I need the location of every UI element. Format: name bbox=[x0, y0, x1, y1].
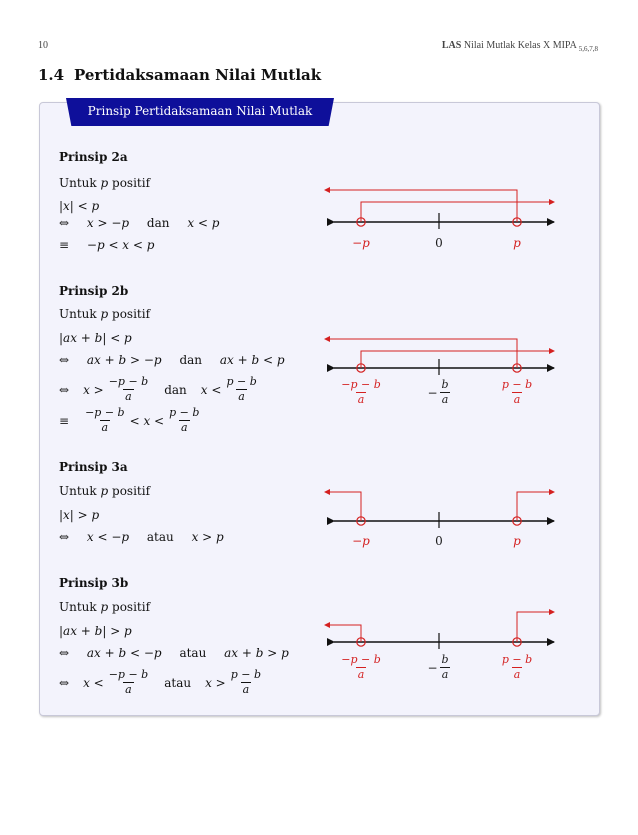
frac-num: −p − b bbox=[108, 375, 149, 388]
var-p: p bbox=[100, 307, 109, 321]
x-gt: x > bbox=[205, 675, 226, 690]
positif-text: positif bbox=[112, 484, 151, 498]
ineq-b: x < p bbox=[187, 216, 220, 230]
number-line-2b bbox=[325, 339, 554, 375]
prinsip-3a-title: Prinsip 3a bbox=[59, 460, 128, 474]
positif-text: positif bbox=[112, 307, 151, 321]
ineq-b: ax + b < p bbox=[219, 353, 285, 367]
label-2a-left: −p bbox=[352, 236, 370, 250]
label-2a-right: p bbox=[513, 236, 521, 250]
frac-num: p − b bbox=[226, 375, 257, 388]
x-between: < x < bbox=[129, 413, 165, 428]
interval-arrow-left bbox=[325, 492, 361, 521]
section-number: 1.4 bbox=[38, 66, 65, 84]
section-title: Pertidaksamaan Nilai Mutlak bbox=[74, 66, 322, 84]
running-title-text: Nilai Mutlak Kelas X MIPA bbox=[463, 40, 577, 51]
fraction bbox=[500, 653, 534, 682]
positif-text: positif bbox=[112, 176, 151, 190]
ineq-a: x < −p bbox=[86, 530, 130, 544]
running-title-bold: LAS bbox=[441, 40, 462, 51]
frac-den: a bbox=[101, 421, 109, 434]
banner-title: Prinsip Pertidaksamaan Nilai Mutlak bbox=[87, 104, 313, 118]
frac-den: a bbox=[513, 393, 521, 406]
number-line-3a bbox=[325, 492, 554, 528]
atau-text: atau bbox=[179, 646, 207, 660]
fraction bbox=[440, 378, 451, 407]
frac-den: a bbox=[441, 393, 449, 406]
iff-symbol: ⇔ bbox=[59, 382, 70, 397]
x-gt: x > bbox=[83, 382, 104, 397]
prinsip-2a-title: Prinsip 2a bbox=[59, 150, 128, 164]
var-p: p bbox=[100, 484, 109, 498]
atau-text: atau bbox=[146, 530, 174, 544]
frac-den: a bbox=[125, 390, 132, 403]
frac-num: −p − b bbox=[108, 668, 149, 681]
label-3a-right: p bbox=[513, 534, 521, 548]
frac-den: a bbox=[357, 668, 365, 681]
frac-num: −p − b bbox=[85, 406, 125, 419]
dan-text: dan bbox=[164, 382, 187, 397]
prinsip-3a-line1: |x| > p bbox=[59, 508, 100, 522]
untuk-text: Untuk bbox=[59, 600, 97, 614]
frac-num: p − b bbox=[501, 378, 533, 391]
interval-arrow-left bbox=[325, 190, 517, 222]
iff-symbol: ⇔ bbox=[59, 353, 70, 367]
var-p: p bbox=[100, 176, 109, 190]
dan-text: dan bbox=[179, 353, 203, 367]
frac-den: a bbox=[180, 421, 188, 434]
frac-num: p − b bbox=[501, 653, 533, 666]
untuk-text: Untuk bbox=[59, 176, 97, 190]
prinsip-3b-line1: |ax + b| > p bbox=[59, 624, 132, 638]
label-3a-left: −p bbox=[352, 534, 370, 548]
prinsip-3b-title: Prinsip 3b bbox=[59, 576, 129, 590]
interval-arrow-right bbox=[517, 612, 554, 642]
untuk-text: Untuk bbox=[59, 307, 97, 321]
frac-den: a bbox=[441, 668, 449, 681]
frac-den: a bbox=[357, 393, 365, 406]
frac-num: b bbox=[441, 378, 449, 391]
label-2a-mid: 0 bbox=[435, 236, 443, 250]
equiv-symbol: ≡ bbox=[59, 413, 70, 428]
label-2b-mid bbox=[409, 378, 469, 407]
frac-den: a bbox=[242, 683, 250, 696]
ineq-a: x > −p bbox=[86, 216, 130, 230]
iff-symbol: ⇔ bbox=[59, 646, 70, 660]
frac-num: −p − b bbox=[341, 653, 381, 666]
x-lt: x < bbox=[200, 382, 222, 397]
compound-ineq: −p < x < p bbox=[86, 238, 155, 252]
frac-den: a bbox=[125, 683, 132, 696]
ineq-b: ax + b > p bbox=[224, 646, 289, 660]
interval-arrow-right bbox=[361, 351, 554, 368]
fraction bbox=[440, 653, 451, 682]
interval-arrow-left bbox=[325, 339, 517, 368]
iff-symbol: ⇔ bbox=[59, 675, 70, 690]
atau-text: atau bbox=[164, 675, 192, 690]
prinsip-2b-line1: |ax + b| < p bbox=[59, 331, 132, 345]
ineq-a: ax + b < −p bbox=[86, 646, 162, 660]
untuk-text: Untuk bbox=[59, 484, 97, 498]
minus-sign: − bbox=[427, 385, 438, 400]
iff-symbol: ⇔ bbox=[59, 530, 70, 544]
fraction bbox=[339, 378, 383, 407]
number-line-2a bbox=[325, 190, 554, 229]
interval-arrow-right bbox=[517, 492, 554, 521]
prinsip-2b-title: Prinsip 2b bbox=[59, 284, 129, 298]
dan-text: dan bbox=[146, 216, 170, 230]
fraction bbox=[339, 653, 383, 682]
running-title-sub: 5,6,7,8 bbox=[578, 45, 598, 53]
var-p: p bbox=[100, 600, 109, 614]
frac-num: −p − b bbox=[341, 378, 381, 391]
label-3a-mid: 0 bbox=[435, 534, 443, 548]
frac-den: a bbox=[238, 390, 245, 403]
ineq-b: x > p bbox=[191, 530, 224, 544]
prinsip-2a-line1: |x| < p bbox=[59, 199, 100, 213]
interval-arrow-right bbox=[361, 202, 554, 222]
ineq-a: ax + b > −p bbox=[86, 353, 162, 367]
frac-den: a bbox=[513, 668, 521, 681]
equiv-symbol: ≡ bbox=[59, 238, 70, 252]
frac-num: p − b bbox=[230, 668, 262, 681]
number-line-3b bbox=[325, 612, 554, 649]
fraction bbox=[500, 378, 534, 407]
positif-text: positif bbox=[112, 600, 151, 614]
frac-num: p − b bbox=[169, 406, 200, 419]
label-3b-right bbox=[487, 653, 547, 682]
label-2b-right bbox=[487, 378, 547, 407]
iff-symbol: ⇔ bbox=[59, 216, 70, 230]
frac-num: b bbox=[441, 653, 449, 666]
minus-sign: − bbox=[427, 660, 438, 675]
page-number: 10 bbox=[38, 40, 48, 51]
label-3b-mid bbox=[409, 653, 469, 682]
x-lt: x < bbox=[83, 675, 104, 690]
label-2b-left bbox=[331, 378, 391, 407]
interval-arrow-left bbox=[325, 625, 361, 642]
label-3b-left bbox=[331, 653, 391, 682]
